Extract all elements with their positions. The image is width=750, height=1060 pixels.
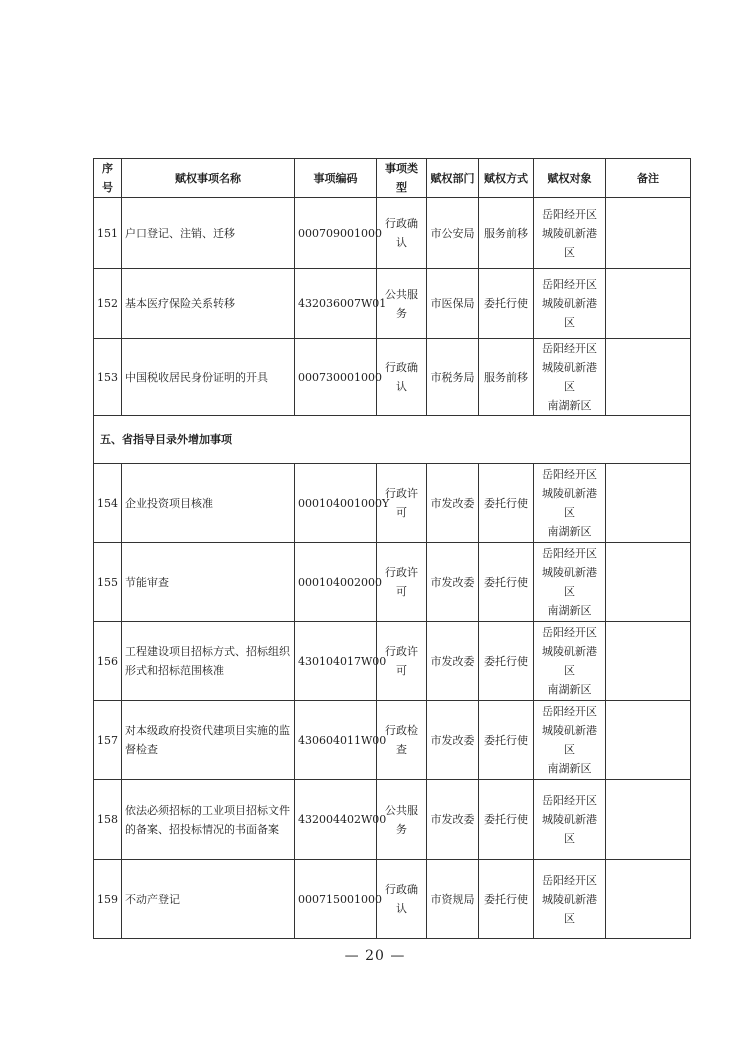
row-note	[606, 339, 691, 416]
row-item-name: 依法必须招标的工业项目招标文件的备案、招投标情况的书面备案	[122, 780, 295, 860]
row-targets	[534, 339, 606, 416]
row-department: 市发改委	[427, 464, 479, 543]
row-target-item: 城陵矶新港区	[542, 566, 597, 598]
table-row	[94, 269, 691, 339]
row-serial: 155	[94, 543, 122, 622]
row-item-name: 不动产登记	[122, 860, 295, 939]
row-method: 委托行使	[479, 269, 534, 339]
row-note	[606, 860, 691, 939]
row-target-item: 城陵矶新港区	[542, 645, 597, 677]
row-item-code: 432036007W01	[295, 269, 377, 339]
row-item-code: 000104002000	[295, 543, 377, 622]
header-target: 赋权对象	[534, 159, 606, 198]
header-item-code: 事项编码	[295, 159, 377, 198]
table-row	[94, 622, 691, 701]
row-target-item: 岳阳经开区	[542, 468, 597, 481]
row-department: 市资规局	[427, 860, 479, 939]
row-department: 市税务局	[427, 339, 479, 416]
empowerment-table	[93, 158, 691, 939]
row-item-type: 公共服务	[377, 269, 427, 339]
row-department: 市公安局	[427, 198, 479, 269]
row-target-item: 南湖新区	[547, 683, 592, 696]
row-item-name: 户口登记、注销、迁移	[122, 198, 295, 269]
row-target-item: 南湖新区	[547, 399, 592, 412]
row-note	[606, 464, 691, 543]
row-note	[606, 780, 691, 860]
table-row	[94, 339, 691, 416]
row-department: 市医保局	[427, 269, 479, 339]
header-item-name: 赋权事项名称	[122, 159, 295, 198]
row-item-code: 430104017W00	[295, 622, 377, 701]
table-row	[94, 701, 691, 780]
row-method: 委托行使	[479, 464, 534, 543]
row-item-type: 行政许可	[377, 622, 427, 701]
row-method: 委托行使	[479, 543, 534, 622]
row-note	[606, 543, 691, 622]
row-target-item: 城陵矶新港区	[542, 487, 597, 519]
row-department: 市发改委	[427, 622, 479, 701]
row-target-item: 城陵矶新港区	[542, 297, 597, 329]
header-department: 赋权部门	[427, 159, 479, 198]
row-target-item: 岳阳经开区	[542, 547, 597, 560]
row-item-name: 工程建设项目招标方式、招标组织形式和招标范围核准	[122, 622, 295, 701]
row-targets	[534, 198, 606, 269]
row-method: 服务前移	[479, 198, 534, 269]
row-target-item: 城陵矶新港区	[542, 813, 597, 845]
row-targets	[534, 780, 606, 860]
row-item-code: 000709001000	[295, 198, 377, 269]
row-item-name: 企业投资项目核准	[122, 464, 295, 543]
row-item-type: 行政许可	[377, 543, 427, 622]
row-serial: 151	[94, 198, 122, 269]
table-row	[94, 543, 691, 622]
row-serial: 158	[94, 780, 122, 860]
row-serial: 152	[94, 269, 122, 339]
header-item-type: 事项类型	[377, 159, 427, 198]
row-target-item: 岳阳经开区	[542, 207, 597, 221]
row-target-item: 岳阳经开区	[542, 873, 597, 887]
row-item-type: 行政确认	[377, 339, 427, 416]
row-item-type: 行政确认	[377, 198, 427, 269]
row-note	[606, 622, 691, 701]
row-method: 委托行使	[479, 622, 534, 701]
row-item-name: 对本级政府投资代建项目实施的监督检查	[122, 701, 295, 780]
row-item-name: 中国税收居民身份证明的开具	[122, 339, 295, 416]
row-method: 委托行使	[479, 780, 534, 860]
row-target-item: 岳阳经开区	[542, 794, 597, 807]
table-row	[94, 464, 691, 543]
header-method: 赋权方式	[479, 159, 534, 198]
row-target-item: 南湖新区	[547, 525, 592, 538]
row-item-type: 行政确认	[377, 860, 427, 939]
row-item-code: 430604011W00	[295, 701, 377, 780]
row-item-type: 行政检查	[377, 701, 427, 780]
row-targets	[534, 701, 606, 780]
row-item-code: 000104001000Y	[295, 464, 377, 543]
section-title: 五、省指导目录外增加事项	[94, 416, 691, 464]
row-item-name: 基本医疗保险关系转移	[122, 269, 295, 339]
row-serial: 154	[94, 464, 122, 543]
row-note	[606, 269, 691, 339]
row-target-item: 南湖新区	[547, 762, 592, 775]
row-targets	[534, 464, 606, 543]
header-serial: 序号	[94, 159, 122, 198]
page-number: — 20 —	[344, 948, 406, 964]
row-note	[606, 701, 691, 780]
row-target-item: 南湖新区	[547, 604, 592, 617]
row-item-code: 000715001000	[295, 860, 377, 939]
row-item-type: 行政许可	[377, 464, 427, 543]
row-serial: 156	[94, 622, 122, 701]
section-row	[94, 416, 691, 464]
table-row	[94, 860, 691, 939]
row-serial: 159	[94, 860, 122, 939]
row-serial: 153	[94, 339, 122, 416]
row-item-code: 000730001000	[295, 339, 377, 416]
table-row	[94, 780, 691, 860]
row-item-type: 公共服务	[377, 780, 427, 860]
header-note: 备注	[606, 159, 691, 198]
row-targets	[534, 269, 606, 339]
header-row	[94, 159, 691, 198]
row-note	[606, 198, 691, 269]
row-method: 委托行使	[479, 701, 534, 780]
row-targets	[534, 860, 606, 939]
row-target-item: 岳阳经开区	[542, 278, 597, 291]
row-target-item: 岳阳经开区	[542, 626, 597, 639]
row-department: 市发改委	[427, 780, 479, 860]
row-department: 市发改委	[427, 543, 479, 622]
row-item-name: 节能审查	[122, 543, 295, 622]
row-targets	[534, 622, 606, 701]
row-department: 市发改委	[427, 701, 479, 780]
row-item-code: 432004402W00	[295, 780, 377, 860]
row-targets	[534, 543, 606, 622]
row-target-item: 城陵矶新港区	[542, 226, 597, 259]
table-row	[94, 198, 691, 269]
row-serial: 157	[94, 701, 122, 780]
row-target-item: 岳阳经开区	[542, 705, 597, 718]
row-target-item: 城陵矶新港区	[542, 724, 597, 756]
row-target-item: 岳阳经开区	[542, 342, 597, 355]
row-target-item: 城陵矶新港区	[542, 892, 597, 925]
row-target-item: 城陵矶新港区	[542, 361, 597, 393]
row-method: 委托行使	[479, 860, 534, 939]
row-method: 服务前移	[479, 339, 534, 416]
